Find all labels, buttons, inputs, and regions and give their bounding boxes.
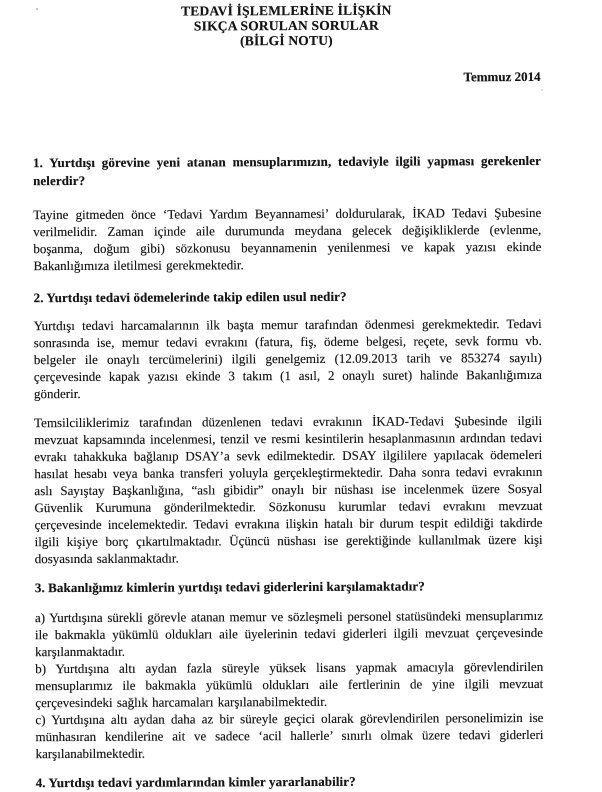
question-4-heading: 4. Yurtdışı tedavi yardımlarından kimler yararlanabilir?: [35, 773, 356, 791]
title-line-1: TEDAVİ İŞLEMLERİNE İLİŞKİN: [181, 2, 392, 19]
faq-section-3: [35, 577, 544, 762]
answer-3-item-c: c) Yurtdışına altı aydan daha az bir süreyle geçici olarak görevlendirilen personelimizin ise münhasıran kendilerine ait ve sadece ‘acil hallerle’ sınırlı olmak üzere tedavi giderleri karşılanabilmektedir.: [35, 709, 544, 762]
question-2-heading: 2. Yurtdışı tedavi ödemelerinde takip edilen usul nedir?: [33, 288, 347, 306]
faq-section-1: [33, 152, 542, 274]
faq-section-2: [34, 287, 543, 567]
title-line-2: SIKÇA SORULAN SORULAR: [193, 17, 379, 34]
question-3-heading: 3. Bakanlığımız kimlerin yurtdışı tedavi giderlerini karşılamaktadır?: [34, 578, 425, 596]
answer-1-paragraph: Tayine gitmeden önce ‘Tedavi Yardım Beyannamesi’ doldurularak, İKAD Tedavi Şubesine verilmelidir. Zaman içinde aile durumunda meydana gelecek değişikliklerde (evlenme, boşanma, doğum gibi) sözkonusu beyannamenin yenilenmesi ve kapak yazısı ekinde Bakanlığımıza iletilmesi gerekmektedir.: [33, 204, 542, 274]
answer-3-list: [35, 607, 544, 762]
answer-3-item-b: b) Yurtdışına altı aydan fazla süreyle yüksek lisans yapmak amacıyla görevlendirilen mensuplarımız ile bakmakla yükümlü oldukları aile fertlerinin de yine ilgili mevzuat çerçevesindeki sağlık harcamaları karşılanabilmektedir.: [35, 658, 544, 711]
answer-2-paragraph-2: Temsilciliklerimiz tarafından düzenlenen tedavi evrakının İKAD-Tedavi Şubesinde ilgili mevzuat kapsamında incelenmesi, tenzil ve resmi kesintilerin hesaplanmasının ardından tedavi evrakı tahakkuka bağlanıp DSAY’a sevk edilmektedir. DSAY ilgililere yapılacak ödemeleri hasılat hesabı veya banka transferi yoluyla gerçekleştirmektedir. Daha sonra tedavi evrakının aslı Sayıştay Başkanlığına, “aslı gibidir” onaylı bir nüshası ise incelenmek üzere Sosyal Güvenlik Kurumuna gönderilmektedir. Sözkonusu kurumlar tedavi evrakını mevzuat çerçevesinde incelemektedir. Tedavi evrakına ilişkin hatalı bir durum tespit edildiği takdirde ilgili kişiye borç çıkartılmaktadır. Üçüncü nüshası ise gerektiğinde kullanılmak üzere kişi dosyasında saklanmaktadır.: [34, 412, 543, 567]
question-1-heading: 1. Yurtdışı görevine yeni atanan mensuplarımızın, tedaviyle ilgili yapması gerekenler nelerdir?: [32, 152, 542, 189]
faq-section-4: [36, 772, 544, 792]
answer-2-paragraph-1: Yurtdışı tedavi harcamalarının ilk başta memur tarafından ödenmesi gerekmektedir. Tedavi sonrasında ise, memur tedavi evrakını (fatura, fiş, ödeme belgesi, reçete, sevk formu vb. belgeler ile onaylı tercümelerini) ilgili genelgemiz (12.09.2013 tarih ve 853274 sayılı) çerçevesinde kapak yazısı ekinde 3 takım (1 asıl, 2 onaylı suret) halinde Bakanlığımıza gönderir.: [33, 315, 542, 402]
title-line-3: (BİLGİ NOTU): [240, 32, 333, 49]
answer-3-item-a: a) Yurtdışına sürekli görevle atanan memur ve sözleşmeli personel statüsündeki mensuplarımız ile bakmakla yükümlü oldukları aile üyelerinin tedavi giderleri ilgili mevzuat çerçevesinde karşılanmaktadır.: [34, 607, 544, 660]
document-title: [32, 2, 540, 49]
document-date: Temmuz 2014: [463, 68, 541, 85]
